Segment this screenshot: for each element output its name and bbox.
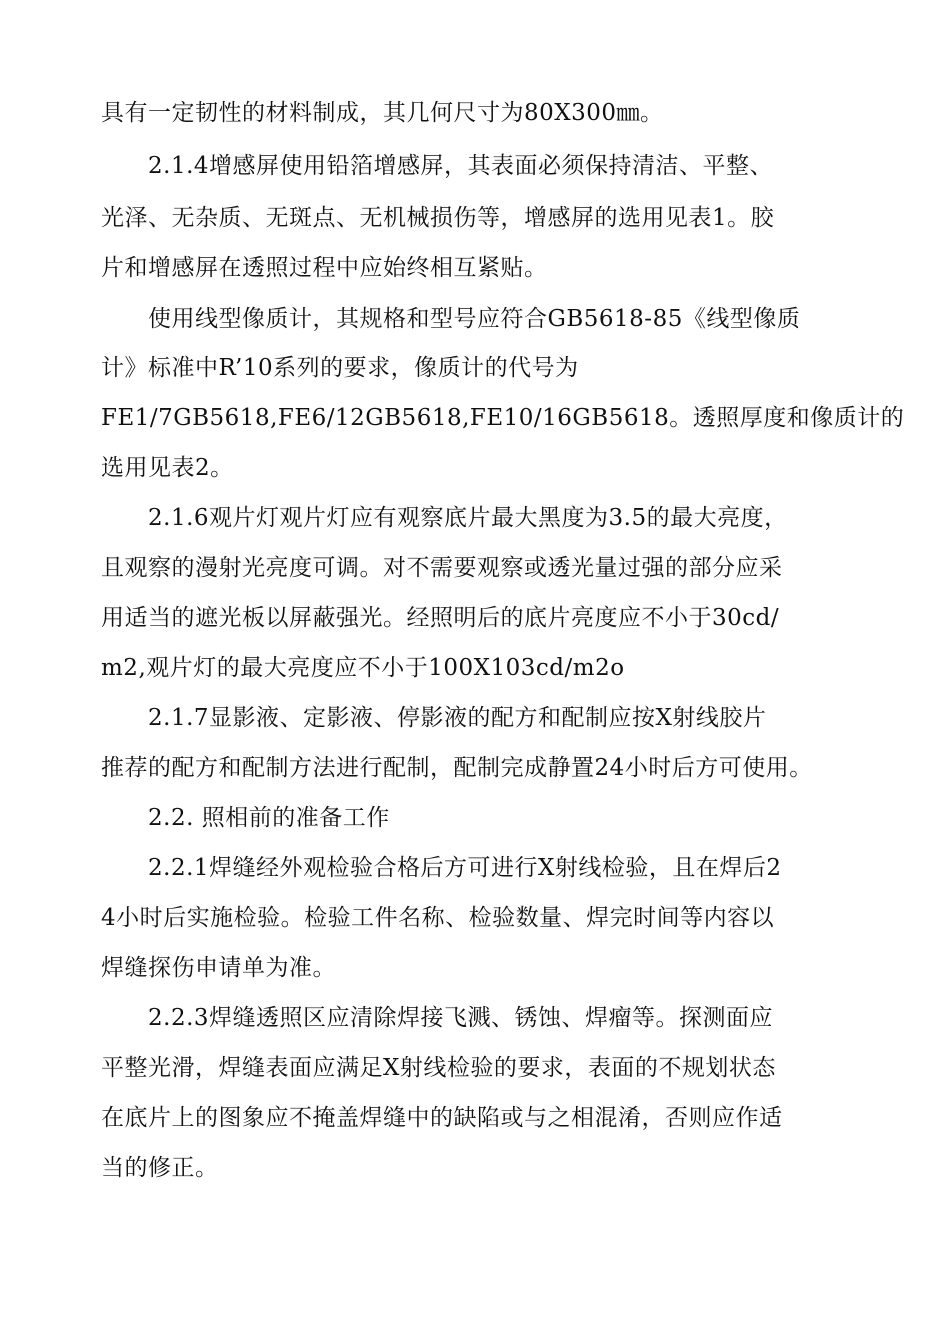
text-line: 平整光滑，焊缝表面应满足X射线检验的要求，表面的不规划状态 xyxy=(101,1055,776,1081)
text-line: FE1/7GB5618,FE6/12GB5618,FE10/16GB5618。透照厚度和像质计的 xyxy=(101,405,905,431)
text-line: 使用线型像质计，其规格和型号应符合GB5618-85《线型像质 xyxy=(148,306,801,332)
text-line: 光泽、无杂质、无斑点、无机械损伤等，增感屏的选用见表1。胶 xyxy=(101,205,775,231)
text-line: 推荐的配方和配制方法进行配制，配制完成静置24小时后方可使用。 xyxy=(101,755,813,781)
text-line: 具有一定韧性的材料制成，其几何尺寸为80X300㎜。 xyxy=(101,100,664,126)
text-line: 片和增感屏在透照过程中应始终相互紧贴。 xyxy=(101,255,548,281)
text-line: 选用见表2。 xyxy=(101,455,234,481)
text-line: 2.1.7显影液、定影液、停影液的配方和配制应按X射线胶片 xyxy=(148,705,767,731)
text-line: 4小时后实施检验。检验工件名称、检验数量、焊完时间等内容以 xyxy=(101,905,775,931)
text-line: 焊缝探伤申请单为准。 xyxy=(101,955,336,981)
section-heading: 2.2. 照相前的准备工作 xyxy=(148,805,390,831)
text-line: 用适当的遮光板以屏蔽强光。经照明后的底片亮度应不小于30cd/ xyxy=(101,605,780,631)
text-line: 2.2.3焊缝透照区应清除焊接飞溅、锈蚀、焊瘤等。探测面应 xyxy=(148,1005,774,1031)
text-line: m2,观片灯的最大亮度应不小于100X103cd/m2o xyxy=(101,655,625,681)
text-line: 在底片上的图象应不掩盖焊缝中的缺陷或与之相混淆，否则应作适 xyxy=(101,1105,783,1131)
text-line: 2.1.4增感屏使用铅箔增感屏，其表面必须保持清洁、平整、 xyxy=(148,153,774,179)
text-line: 2.2.1焊缝经外观检验合格后方可进行X射线检验，且在焊后2 xyxy=(148,855,782,881)
text-line: 且观察的漫射光亮度可调。对不需要观察或透光量过强的部分应采 xyxy=(101,555,783,581)
text-line: 当的修正。 xyxy=(101,1155,219,1181)
text-line: 2.1.6观片灯观片灯应有观察底片最大黑度为3.5的最大亮度， xyxy=(148,505,788,531)
text-line: 计》标准中R’10系列的要求，像质计的代号为 xyxy=(101,355,579,381)
